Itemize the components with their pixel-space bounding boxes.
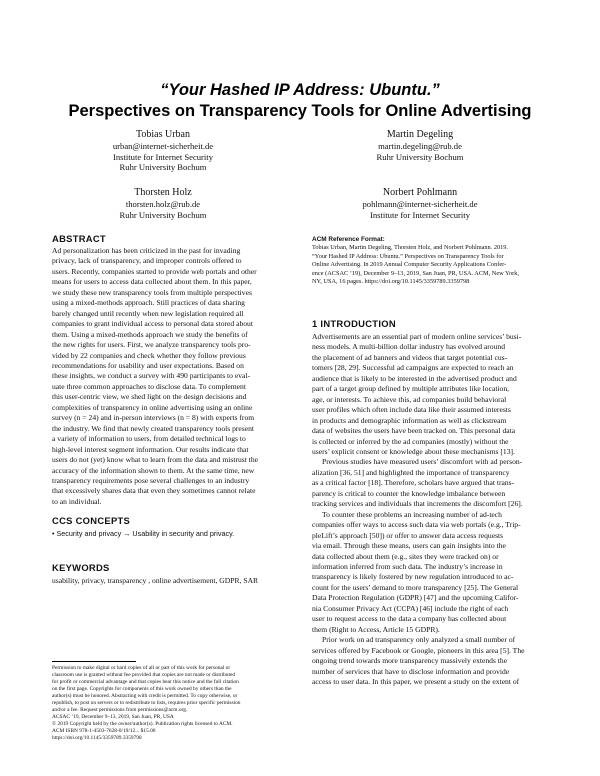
author-email: pohlmann@internet-sicherheit.de — [362, 199, 478, 209]
introduction-line: services offered by Facebook or Google, pioneers in this area [5]. The — [312, 645, 525, 655]
introduction-line: number of services that have to disclose information and provide — [312, 666, 510, 676]
introduction-line: tomers [28, 29]. Successful ad campaigns are expected to reach an — [312, 363, 514, 373]
acm-reference-line: Online Advertising. In 2019 Annual Computer Security Applications Confer- — [312, 261, 507, 269]
abstract-line: users do not (yet) know what to learn from the data and mistrust the — [52, 455, 259, 465]
ccs-concepts-heading: CCS CONCEPTS — [52, 515, 131, 526]
author-affiliation: Ruhr University Bochum — [376, 151, 464, 162]
abstract-line: privacy, lack of transparency, and improper controls offered to — [52, 256, 242, 266]
abstract-line: these insights, we conduct a survey with 490 participants to eval- — [52, 371, 251, 381]
introduction-line: Previous studies have measured users’ discomfort with ad person- — [322, 457, 523, 467]
author-name: Norbert Pohlmann — [382, 187, 458, 198]
introduction-line: companies offer ways to access such data via web portals (e.g., Trip- — [312, 520, 521, 530]
author-name: Thorsten Holz — [134, 187, 192, 198]
acm-reference-text — [312, 244, 550, 287]
permission-line: author(s) must be honored. Abstracting with credit is permitted. To copy otherwise, or — [52, 693, 238, 700]
abstract-line: transparency requirements pose several challenges to an industry — [52, 475, 250, 485]
introduction-line: count for the users’ demand to more transparency [25]. The General — [312, 582, 519, 592]
introduction-line: user to request access to the data a company has collected about — [312, 614, 507, 624]
abstract-line: companies to grant individual access to personal data stored about — [52, 319, 253, 329]
permission-line: ACSAC ’19, December 9–13, 2019, San Juan, PR, USA — [52, 714, 174, 721]
permission-line: ACM ISBN 978-1-4503-7628-0/19/12... $15.00 — [52, 728, 156, 735]
abstract-line: to an individual. — [52, 496, 102, 506]
author-block — [63, 128, 263, 173]
acm-reference-line: “Your Hashed IP Address: Ubuntu.” Perspectives on Transparency Tools for — [312, 252, 504, 260]
introduction-line: them (Right to Access, Article 15 GDPR). — [312, 624, 440, 634]
introduction-line: is collected or inferred by the ad companies (mostly) without the — [312, 436, 509, 446]
keywords-heading: KEYWORDS — [52, 562, 110, 573]
abstract-text — [52, 246, 304, 507]
abstract-line: that excessively shares data that even they sometimes cannot relate — [52, 486, 256, 496]
abstract-line: using a mixed-methods approach. Still practices of data sharing — [52, 298, 245, 308]
author-block — [63, 186, 263, 220]
abstract-line: accuracy of the information shown to them. At the same time, new — [52, 465, 255, 475]
introduction-line: data collected about them (e.g., sites they were tracked on) or — [312, 551, 499, 561]
introduction-line: data of websites the users have been tracked on. This personal data — [312, 426, 516, 436]
introduction-line: age, or interests. To achieve this, ad companies build behavioral — [312, 394, 507, 404]
author-name: Tobias Urban — [135, 129, 190, 140]
abstract-line: survey (n = 24) and in-person interviews (n = 8) with experts from — [52, 413, 255, 423]
introduction-line: access to user data. In this paper, we present a study on the extent of — [312, 676, 520, 686]
abstract-line: vided by 22 companies and check whether they follow previous — [52, 350, 246, 360]
abstract-heading: ABSTRACT — [52, 233, 106, 244]
abstract-line: the new rights for users. First, we analyze transparency tools pro- — [52, 340, 251, 350]
permission-line: on the first page. Copyrights for components of this work owned by others than the — [52, 686, 232, 693]
introduction-heading: 1 INTRODUCTION — [312, 318, 396, 329]
permission-line: https://doi.org/10.1145/3359789.3359798 — [52, 735, 142, 742]
abstract-line: complexities of transparency in online advertising using an online — [52, 402, 253, 412]
introduction-text — [312, 332, 550, 687]
introduction-line: pleLift’s approach [50]) or offer to answer data access requests — [312, 530, 504, 540]
abstract-line: the industry. We find that newly created transparency tools present — [52, 423, 255, 433]
introduction-line: users’ explicit consent or knowledge about these mechanisms [13]. — [312, 446, 515, 456]
author-block — [320, 186, 520, 220]
introduction-line: To counter these problems an increasing number of ad-tech — [322, 509, 502, 519]
introduction-line: via email. Through these means, users can gain insights into the — [312, 541, 506, 551]
introduction-line: nia Consumer Privacy Act (CCPA) [46] include the right of each — [312, 603, 509, 613]
introduction-line: user profiles which often include data like their assumed interests — [312, 405, 511, 415]
introduction-line: alization [36, 51] and highlighted the importance of transparency — [312, 467, 510, 477]
introduction-line: ongoing trend towards more transparency massively extends the — [312, 656, 508, 666]
title-line-2: Perspectives on Transparency Tools for Online Advertising — [68, 102, 532, 120]
author-affiliation: Institute for Internet Security — [370, 209, 470, 220]
author-email: thorsten.holz@rub.de — [125, 199, 201, 209]
author-affiliation: Institute for Internet Security — [113, 151, 213, 162]
introduction-line: Prior work on ad transparency only analyzed a small number of — [322, 635, 516, 645]
introduction-line: the placement of ad banners and videos that target potential cus- — [312, 352, 508, 362]
abstract-line: recommendations for usability and user expectations. Based on — [52, 360, 244, 370]
introduction-line: Advertisements are an essential part of modern online services’ busi- — [312, 332, 522, 341]
title-line-1: “Your Hashed IP Address: Ubuntu.” — [160, 81, 440, 99]
abstract-line: uate three common approaches to disclose data. To complement — [52, 381, 246, 391]
author-email: urban@internet-sicherheit.de — [112, 141, 214, 151]
author-email: martin.degeling@rub.de — [378, 141, 462, 151]
introduction-line: information inferred from such data. The industry’s increase in — [312, 561, 503, 571]
author-name: Martin Degeling — [386, 129, 454, 140]
introduction-line: in products and demographic information as well as clickstream — [312, 415, 507, 425]
permission-line: and/or a fee. Request permissions from permissions@acm.org. — [52, 707, 188, 714]
keywords-text: usability, privacy, transparency , online advertisement, GDPR, SAR — [52, 576, 259, 585]
permission-line: Permission to make digital or hard copies of all or part of this work for personal or — [52, 665, 231, 671]
abstract-line: high-level interest segment information. Our results indicate that — [52, 444, 249, 454]
abstract-line: this user-centric view, we shed light on the design decisions and — [52, 392, 247, 402]
abstract-line: means for users to access data collected about them. In this paper, — [52, 277, 252, 287]
introduction-line: as a critical factor [18]. Therefore, scholars have argued that trans- — [312, 478, 515, 488]
acm-reference-heading: ACM Reference Format: — [312, 236, 385, 243]
introduction-line: ness models. A multi-billion dollar industry has evolved around — [312, 342, 505, 352]
permission-line: republish, to post on servers or to redistribute to lists, requires prior specific permission — [52, 700, 241, 707]
footnote-rule — [52, 661, 136, 662]
acm-reference-line: ence (ACSAC ’19), December 9–13, 2019, San Juan, PR, USA. ACM, New York, — [312, 269, 519, 277]
author-affiliation: Ruhr University Bochum — [119, 162, 207, 173]
introduction-line: Data Protection Regulation (GDPR) [47] and the upcoming Califor- — [312, 593, 519, 603]
introduction-line: tracking services and individuals that increments the discomfort [26]. — [312, 499, 523, 509]
permission-notice — [52, 665, 304, 743]
abstract-line: users. Recently, companies started to provide web portals and other — [52, 266, 257, 276]
author-affiliation: Ruhr University Bochum — [119, 209, 207, 220]
abstract-line: them. Using a mixed-methods approach we study the benefits of — [52, 329, 248, 339]
permission-line: classroom use is granted without fee provided that copies are not made or distributed — [52, 672, 236, 679]
abstract-line: Ad personalization has been criticized in the past for invading — [52, 246, 241, 255]
abstract-line: barely changed until recently when new legislation required all — [52, 308, 244, 318]
acm-reference-line: NY, USA, 16 pages. https://doi.org/10.1145/3359789.3359798 — [312, 278, 470, 286]
permission-line: for profit or commercial advantage and that copies bear this notice and the full citation — [52, 679, 239, 686]
introduction-line: transparency is likely fostered by new regulation introduced to ac- — [312, 572, 514, 582]
paper-title — [40, 80, 560, 122]
ccs-concepts-text: • Security and privacy → Usability in security and privacy. — [52, 529, 235, 538]
introduction-line: audience that is likely to be interested in the advertised product and — [312, 373, 517, 383]
introduction-line: part of a target group defined by multiple attributes like location, — [312, 384, 510, 394]
acm-reference-line: Tobias Urban, Martin Degeling, Thorsten Holz, and Norbert Pohlmann. 2019. — [312, 244, 509, 251]
introduction-line: parency is critical to counter the knowledge imbalance between — [312, 488, 506, 498]
permission-line: © 2019 Copyright held by the owner/author(s). Publication rights licensed to ACM. — [52, 721, 233, 728]
author-block — [320, 128, 520, 162]
abstract-line: we study these new transparency tools from multiple perspectives — [52, 287, 252, 297]
abstract-line: a variety of information to users, from detailed technical logs to — [52, 434, 246, 444]
